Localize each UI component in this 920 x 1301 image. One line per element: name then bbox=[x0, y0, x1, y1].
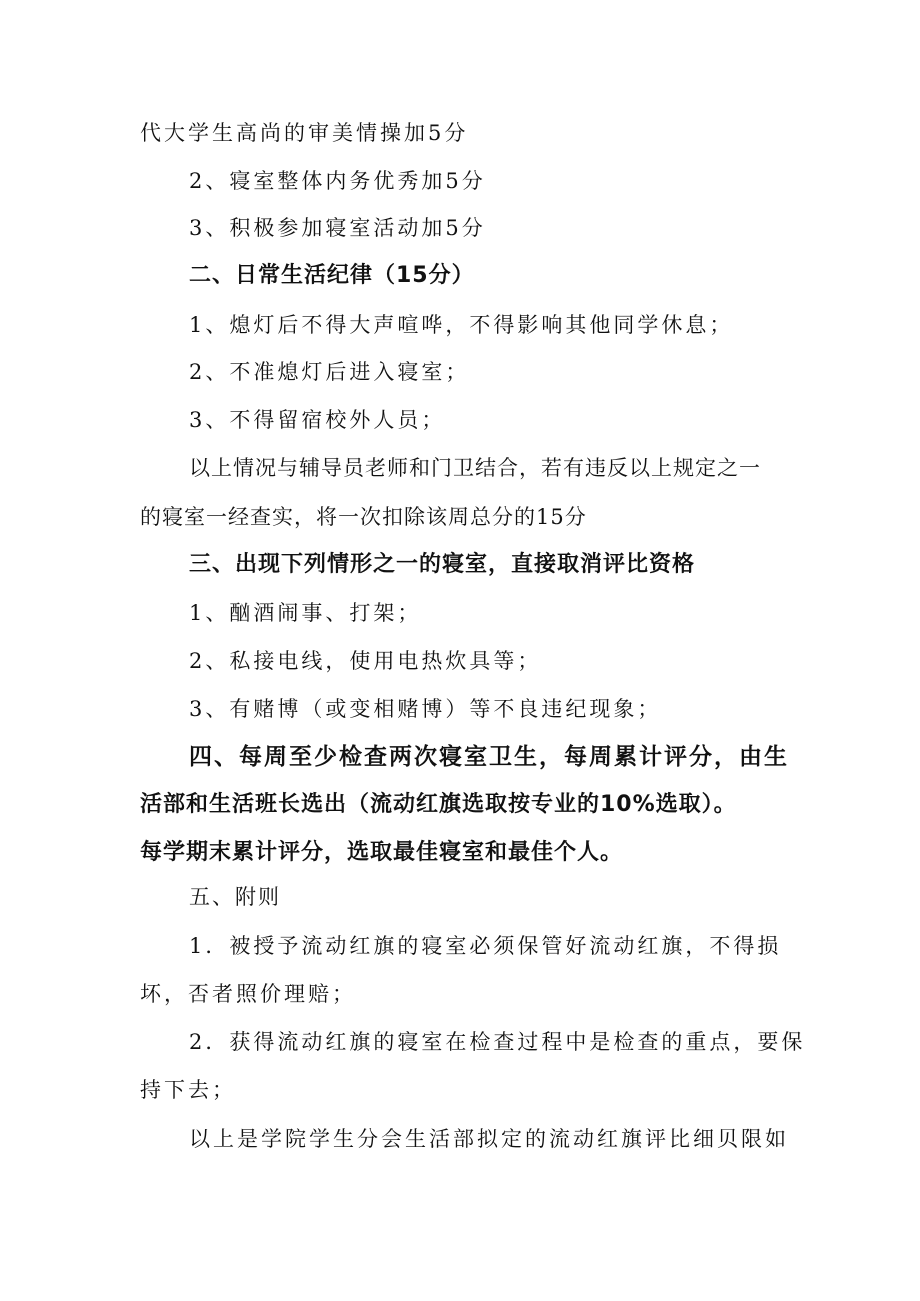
text-line: 2、不准熄灯后进入寝室； bbox=[189, 360, 470, 384]
text-line: 3、不得留宿校外人员； bbox=[189, 408, 446, 432]
text-line: 1、酗酒闹事、打架； bbox=[189, 601, 422, 625]
text-line: 1．被授予流动红旗的寝室必须保管好流动红旗，不得损 bbox=[189, 934, 782, 958]
section-heading: 五、附则 bbox=[189, 885, 281, 909]
text-line: 3、有赌博（或变相赌博）等不良违纪现象； bbox=[189, 697, 662, 721]
section-heading: 四、每周至少检查两次寝室卫生，每周累计评分，由生 bbox=[189, 744, 789, 770]
text-line: 3、积极参加寝室活动加5分 bbox=[189, 216, 486, 240]
section-heading: 活部和生活班长选出（流动红旗选取按专业的10%选取）。 bbox=[140, 792, 737, 817]
text-line: 以上是学院学生分会生活部拟定的流动红旗评比细贝限如 bbox=[189, 1127, 789, 1151]
text-line: 坏，否者照价理赔； bbox=[140, 982, 356, 1006]
section-heading: 二、日常生活纪律（15分） bbox=[189, 263, 475, 288]
text-line: 代大学生高尚的审美情操加5分 bbox=[140, 121, 469, 145]
text-line: 以上情况与辅导员老师和门卫结合，若有违反以上规定之一 bbox=[189, 456, 761, 480]
section-heading: 每学期末累计评分，选取最佳寝室和最佳个人。 bbox=[140, 840, 624, 865]
text-line: 2．获得流动红旗的寝室在检查过程中是检查的重点，要保 bbox=[189, 1030, 806, 1054]
text-line: 持下去； bbox=[140, 1078, 236, 1102]
text-line: 2、私接电线，使用电热炊具等； bbox=[189, 649, 542, 673]
text-line: 2、寝室整体内务优秀加5分 bbox=[189, 169, 486, 193]
section-heading: 三、出现下列情形之一的寝室，直接取消评比资格 bbox=[189, 552, 696, 577]
text-line: 1、熄灯后不得大声喧哗，不得影响其他同学休息； bbox=[189, 313, 734, 337]
text-line: 的寝室一经查实，将一次扣除该周总分的15分 bbox=[140, 505, 587, 529]
